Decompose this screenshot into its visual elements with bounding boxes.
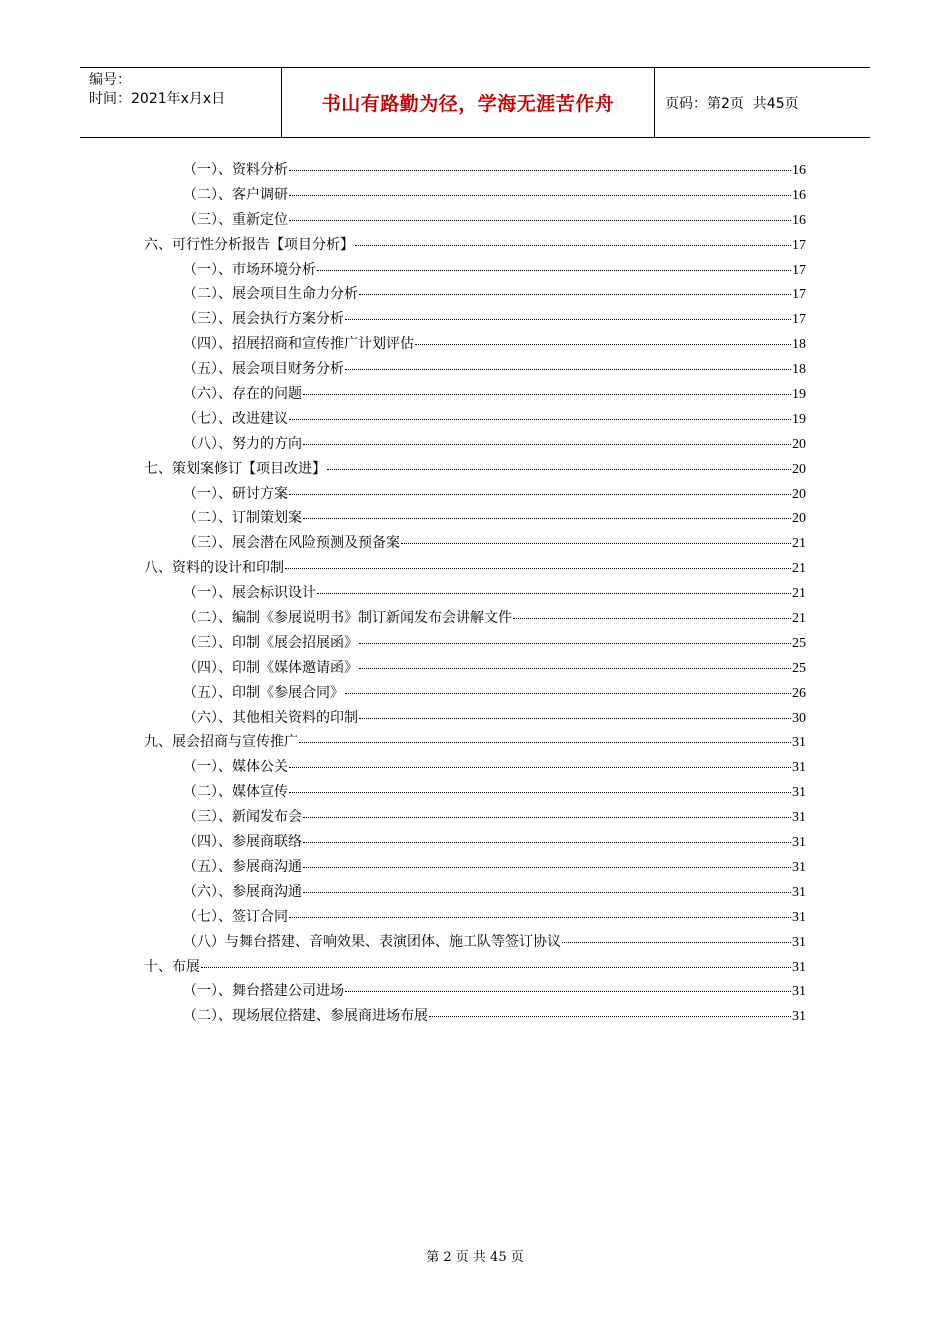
toc-entry-title: （一）、媒体公关 [183, 759, 288, 776]
toc-dot-leader [345, 319, 791, 320]
toc-entry-title: （二）、现场展位搭建、参展商进场布展 [183, 1008, 428, 1025]
toc-entry[interactable] [144, 283, 806, 308]
toc-dot-leader [317, 270, 791, 271]
toc-dot-leader [289, 220, 791, 221]
toc-entry-page-number: 31 [792, 859, 806, 875]
toc-dot-leader [303, 842, 791, 843]
toc-entry-page-number: 19 [792, 411, 806, 427]
toc-entry-title: （三）、展会执行方案分析 [183, 311, 344, 328]
toc-entry[interactable] [144, 956, 806, 981]
toc-entry-page-number: 31 [792, 735, 806, 751]
page-header [80, 67, 870, 138]
toc-dot-leader [299, 742, 791, 743]
table-of-contents [144, 159, 806, 1030]
toc-entry-title: （三）、展会潜在风险预测及预备案 [183, 535, 400, 552]
toc-entry-title: （一）、研讨方案 [183, 485, 288, 502]
toc-entry-title: （三）、重新定位 [183, 211, 288, 228]
toc-dot-leader [303, 444, 791, 445]
toc-entry-title: （一）、资料分析 [183, 162, 288, 178]
toc-dot-leader [303, 817, 791, 818]
toc-entry-page-number: 21 [792, 561, 806, 577]
toc-entry-page-number: 17 [792, 287, 806, 303]
toc-dot-leader [562, 942, 791, 943]
toc-entry[interactable] [144, 507, 806, 532]
toc-entry-page-number: 16 [792, 187, 806, 203]
toc-entry[interactable] [144, 756, 806, 781]
toc-entry[interactable] [144, 806, 806, 831]
toc-dot-leader [289, 494, 791, 495]
toc-dot-leader [415, 344, 791, 345]
toc-entry[interactable] [144, 433, 806, 458]
toc-dot-leader [289, 767, 791, 768]
toc-entry-page-number: 18 [792, 362, 806, 378]
toc-entry-title: （二）、订制策划案 [183, 510, 302, 527]
toc-entry-title: （五）、参展商沟通 [183, 858, 302, 875]
header-page-info: 页码：第2页 共45页 [665, 95, 799, 112]
toc-entry-page-number: 31 [792, 934, 806, 950]
toc-entry-title: （七）、签订合同 [183, 908, 288, 925]
toc-entry-page-number: 20 [792, 486, 806, 502]
toc-dot-leader [359, 718, 791, 719]
toc-entry-page-number: 31 [792, 959, 806, 975]
toc-entry-title: （三）、新闻发布会 [183, 809, 302, 826]
document-code-label: 编号： [89, 72, 131, 88]
toc-dot-leader [401, 543, 791, 544]
toc-entry-title: （二）、客户调研 [183, 186, 288, 203]
toc-entry[interactable] [144, 707, 806, 732]
toc-entry-page-number: 17 [792, 262, 806, 278]
toc-entry-page-number: 17 [792, 312, 806, 328]
toc-dot-leader [289, 195, 791, 196]
toc-entry-title: （二）、展会项目生命力分析 [183, 286, 358, 303]
toc-entry-title: （四）、招展招商和宣传推广计划评估 [183, 336, 414, 353]
toc-entry-page-number: 18 [792, 337, 806, 353]
toc-entry-page-number: 21 [792, 536, 806, 552]
toc-dot-leader [359, 668, 791, 669]
toc-entry-page-number: 16 [792, 163, 806, 178]
toc-entry-title: （二）、媒体宣传 [183, 784, 288, 801]
toc-entry[interactable] [144, 234, 806, 259]
page-footer: 第 2 页 共 45 页 [426, 1250, 524, 1265]
toc-entry-title: （七）、改进建议 [183, 410, 288, 427]
toc-entry-title: 六、可行性分析报告【项目分析】 [144, 236, 354, 253]
toc-dot-leader [303, 892, 791, 893]
toc-entry-title: （六）、存在的问题 [183, 386, 302, 403]
toc-dot-leader [303, 518, 791, 519]
toc-entry-page-number: 31 [792, 984, 806, 1000]
header-meta [80, 68, 282, 137]
toc-entry-title: 十、布展 [144, 958, 200, 975]
toc-entry-page-number: 17 [792, 237, 806, 253]
toc-entry[interactable] [144, 831, 806, 856]
toc-entry[interactable] [144, 557, 806, 582]
toc-entry[interactable] [144, 184, 806, 209]
toc-dot-leader [289, 419, 791, 420]
toc-entry-page-number: 26 [792, 685, 806, 701]
toc-entry[interactable] [144, 383, 806, 408]
toc-entry[interactable] [144, 657, 806, 682]
toc-dot-leader [327, 469, 791, 470]
toc-dot-leader [289, 917, 791, 918]
toc-dot-leader [355, 245, 791, 246]
toc-entry-page-number: 31 [792, 884, 806, 900]
toc-dot-leader [345, 991, 791, 992]
header-motto: 书山有路勤为径，学海无涯苦作舟 [282, 68, 655, 137]
toc-entry-title: （一）、展会标识设计 [183, 585, 316, 602]
toc-entry-title: （五）、印制《参展合同》 [183, 684, 344, 701]
toc-entry[interactable] [144, 159, 806, 184]
toc-entry-title: （二）、编制《参展说明书》制订新闻发布会讲解文件 [183, 610, 512, 627]
toc-dot-leader [285, 568, 791, 569]
toc-entry[interactable] [144, 980, 806, 1005]
toc-entry-title: （八）、努力的方向 [183, 435, 302, 452]
toc-entry[interactable] [144, 682, 806, 707]
toc-entry-page-number: 20 [792, 461, 806, 477]
toc-dot-leader [303, 394, 791, 395]
toc-entry[interactable] [144, 333, 806, 358]
toc-entry[interactable] [144, 408, 806, 433]
toc-entry-title: 七、策划案修订【项目改进】 [144, 460, 326, 477]
toc-entry-page-number: 31 [792, 909, 806, 925]
toc-dot-leader [201, 967, 791, 968]
toc-entry-title: （六）、其他相关资料的印制 [183, 709, 358, 726]
toc-entry-page-number: 31 [792, 785, 806, 801]
toc-entry-page-number: 31 [792, 760, 806, 776]
toc-entry-page-number: 16 [792, 212, 806, 228]
toc-entry[interactable] [144, 358, 806, 383]
toc-dot-leader [513, 618, 791, 619]
toc-dot-leader [289, 170, 791, 171]
toc-entry-title: （三）、印制《展会招展函》 [183, 634, 358, 651]
toc-entry[interactable] [144, 209, 806, 234]
toc-entry-page-number: 20 [792, 436, 806, 452]
toc-entry[interactable] [144, 632, 806, 657]
toc-entry-title: 八、资料的设计和印制 [144, 560, 284, 577]
toc-dot-leader [359, 643, 791, 644]
toc-entry-title: （一）、舞台搭建公司进场 [183, 983, 344, 1000]
toc-dot-leader [345, 369, 791, 370]
toc-entry[interactable] [144, 1005, 806, 1030]
toc-entry[interactable] [144, 259, 806, 284]
toc-entry[interactable] [144, 731, 806, 756]
toc-entry-title: （四）、参展商联络 [183, 834, 302, 851]
toc-entry-page-number: 21 [792, 611, 806, 627]
toc-entry-page-number: 31 [792, 1009, 806, 1025]
toc-entry-page-number: 31 [792, 835, 806, 851]
toc-entry-title: （八）与舞台搭建、音响效果、表演团体、施工队等签订协议 [183, 933, 561, 950]
toc-entry[interactable] [144, 532, 806, 557]
toc-entry-page-number: 21 [792, 586, 806, 602]
toc-entry-page-number: 31 [792, 810, 806, 826]
toc-entry[interactable] [144, 483, 806, 508]
toc-dot-leader [429, 1016, 791, 1017]
toc-entry[interactable] [144, 781, 806, 806]
toc-entry-page-number: 30 [792, 710, 806, 726]
toc-entry-title: （四）、印制《媒体邀请函》 [183, 659, 358, 676]
toc-dot-leader [345, 693, 791, 694]
toc-dot-leader [317, 593, 791, 594]
toc-dot-leader [289, 792, 791, 793]
toc-entry[interactable] [144, 458, 806, 483]
toc-entry-page-number: 25 [792, 660, 806, 676]
toc-entry[interactable] [144, 856, 806, 881]
toc-entry[interactable] [144, 607, 806, 632]
toc-dot-leader [359, 294, 791, 295]
toc-entry-title: 九、展会招商与宣传推广 [144, 734, 298, 751]
toc-entry[interactable] [144, 582, 806, 607]
toc-entry-page-number: 20 [792, 511, 806, 527]
toc-entry[interactable] [144, 906, 806, 931]
toc-entry[interactable] [144, 931, 806, 956]
toc-entry[interactable] [144, 308, 806, 333]
document-time-label: 时间：2021年x月x日 [89, 91, 226, 107]
toc-dot-leader [303, 867, 791, 868]
toc-entry-page-number: 19 [792, 387, 806, 403]
toc-entry[interactable] [144, 881, 806, 906]
toc-entry-title: （六）、参展商沟通 [183, 883, 302, 900]
toc-entry-title: （五）、展会项目财务分析 [183, 361, 344, 378]
toc-entry-page-number: 25 [792, 635, 806, 651]
toc-entry-title: （一）、市场环境分析 [183, 261, 316, 278]
